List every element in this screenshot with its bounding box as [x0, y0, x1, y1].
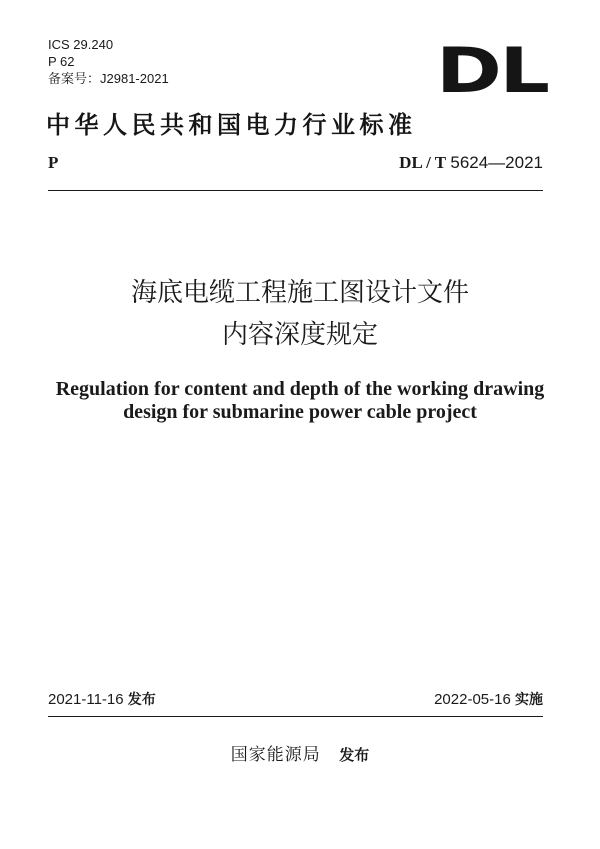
filing-number: 备案号：J2981-2021 [48, 71, 169, 86]
publisher-action: 发布 [339, 746, 370, 764]
ics-code: ICS 29.240 [48, 37, 114, 52]
publisher-block [0, 743, 600, 767]
standard-code-row [48, 151, 543, 175]
effective-label: 实施 [515, 692, 543, 708]
chinese-title-line-2: 内容深度规定 [221, 320, 378, 350]
classification-code: P 62 [48, 54, 75, 69]
classification-letter: P [48, 153, 59, 172]
top-divider [48, 190, 543, 191]
issue-date: 2021-11-16 [48, 691, 124, 708]
effective-date-block [434, 690, 543, 710]
effective-date: 2022-05-16 [434, 691, 511, 708]
standard-metadata [48, 36, 169, 87]
issue-label: 发布 [127, 692, 156, 708]
english-title-line-1: Regulation for content and depth of the working drawing [55, 378, 545, 400]
issue-date-block [48, 690, 156, 710]
industry-standard-title: 中华人民共和国电力行业标准 [46, 110, 417, 139]
dl-logo: DL [436, 34, 548, 107]
standard-number-prefix: DL / T [399, 153, 447, 172]
chinese-title-line-1: 海底电缆工程施工图设计文件 [130, 278, 469, 308]
publisher-name: 国家能源局 [230, 745, 321, 765]
bottom-divider [48, 716, 543, 717]
standard-number-value: 5624—2021 [450, 153, 543, 172]
english-title-line-2: design for submarine power cable project [123, 401, 477, 423]
standard-number [399, 151, 543, 175]
